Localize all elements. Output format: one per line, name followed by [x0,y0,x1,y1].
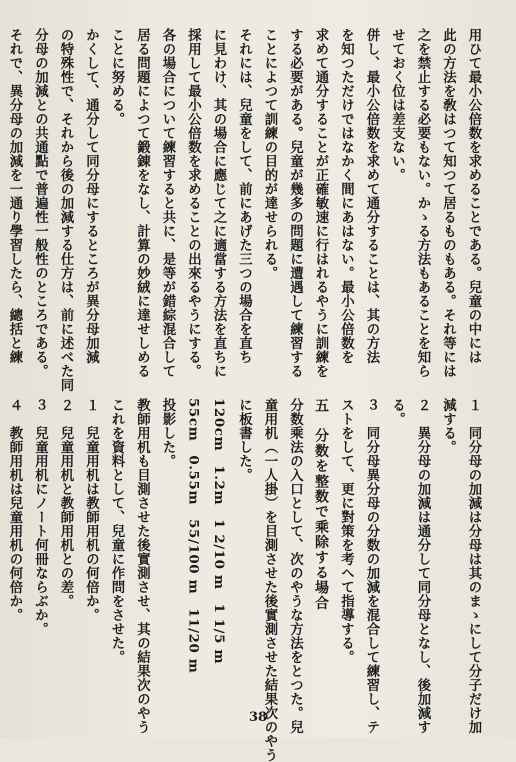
numbered-item: １ 同分母の加減は分母は其のまゝにして分子だけ加 [466,398,482,734]
numbered-item: ２ 兒童用机と教師用机との差。 [58,398,74,608]
section-heading: 五 分数を整数で乘除する場合 [313,398,329,611]
numbered-item: ３ 兒童用机にノート何冊ならぶか。 [32,398,49,636]
text-column: する必要がある。兒童が幾多の問題に遭遇して練習する [287,28,304,378]
text-column: 居る問題によつて鍛錬をなし、計算の妙絨に達せしめる [134,28,151,378]
text-column: 求めて通分することが正確敏速に行はれるやうに訓練を [313,28,329,378]
text-column: 分母の加減との共通點で普遍性一般性のところである。 [32,28,49,378]
text-column: ことに努める。 [109,28,125,126]
text-column: それには、兒童をして、前にあげた三つの場合を直ち [236,28,253,364]
text-column: 分数乘法の入口として、次のやうな方法をとつた。兒 [287,398,304,734]
text-column: 之を禁止する必要もない。かゝる方法もあることを知ら [415,28,431,378]
text-column: これを資料として、兒童に作問をさせた。 [109,398,125,664]
text-column: に見わけ、其の場合に應じて之に適當する方法を直ちに [211,28,227,378]
text-column: ことによつて訓練の目的が達せられる。 [262,28,278,280]
text-column: それで、異分母の加減を一通り學習したら、總括と練 [7,28,23,364]
text-column: 併し、最小公倍数を求めて通分することは、其の方法 [364,28,380,364]
numbered-item: １ 兒童用机は教師用机の何倍か。 [83,398,100,622]
text-column: せておく位は差支ない。 [389,28,406,182]
page-number: 38 [248,710,268,725]
text-column: 此の方法を敎はつて知つて居るものもある。それ等には [440,28,457,378]
text-column: る。 [389,398,406,426]
text-column: を知つただけではなかく間にあはない。最小公倍数を [338,28,355,364]
text-column: に板書した。 [236,398,253,482]
text-column: 用ひて最小公倍数を求めることである。兒童の中には [466,28,482,364]
text-column: ストをして、更に對策を考へて指導する。 [338,398,355,664]
text-column: 減する。 [440,398,457,454]
text-column: 投影した。 [160,398,176,468]
upper-text-block [0,28,486,392]
text-column: 童用机（一人掛）を目測させた後實測させた結果次のやう [262,398,278,762]
numbered-item: ２ 異分母の加減は通分して同分母となし、後加減す [415,398,431,734]
numbered-item: ３ 同分母異分母の分数の加減を混合して練習し、テ [364,398,380,734]
text-column: 各の場合について練習すると共に、是等が錯綜混合して [160,28,176,378]
numbered-item: ４ 教師用机は兒童用机の何倍か。 [7,398,23,622]
measurement-row: 55cm 0.55m 55/100 m 11/20 m [185,398,202,674]
text-column: 採用して最小公倍数を求めることの出來るやうにする。 [185,28,202,378]
measurement-row: 120cm 1.2m 1 2/10 m 1 1/5 m [211,398,227,665]
text-column: の特殊性で、それから後の加減する仕方は、前に述べた同 [58,28,74,392]
text-column: 教師用机も目測させた後實測させ、其の結果次のやう [134,398,151,734]
text-column: かくして、通分して同分母にするところが異分母加減 [83,28,100,364]
